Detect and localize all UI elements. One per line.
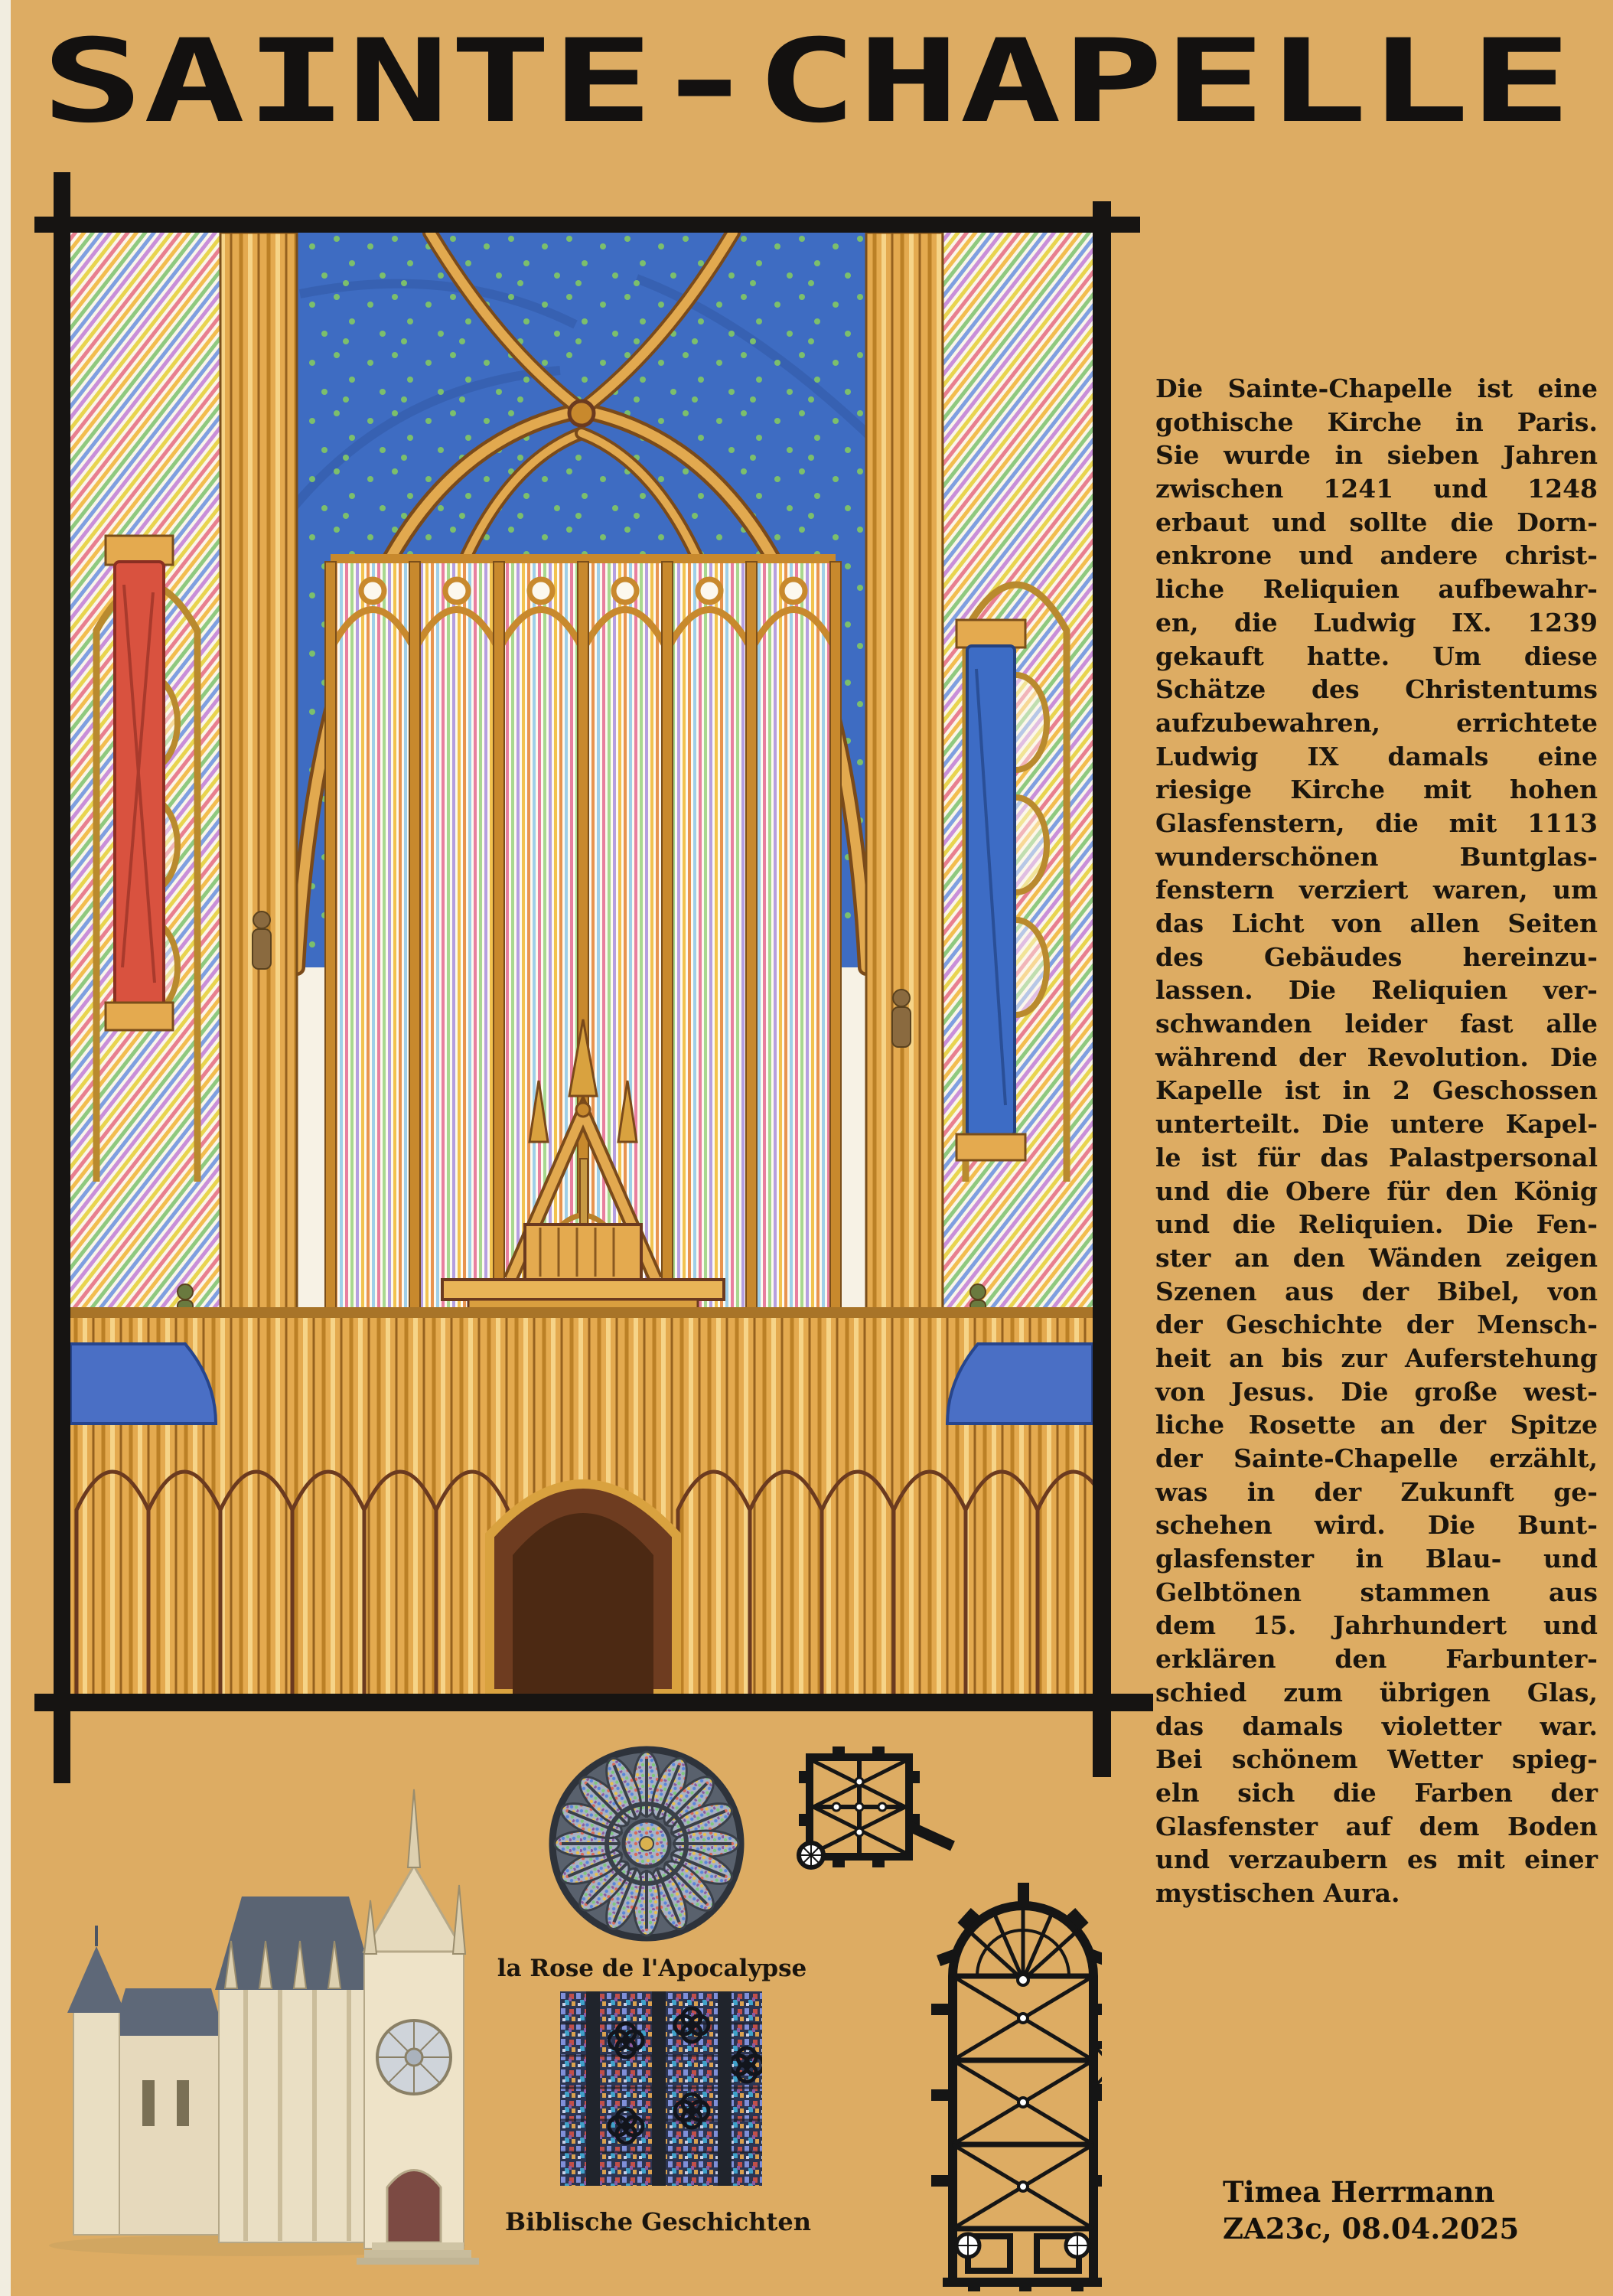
body-text-line: Ludwig IX damals eine: [1155, 741, 1598, 771]
body-text-line: gekauft hatte. Um diese: [1155, 641, 1598, 671]
poster-title: SAINTE-CHAPELLE: [41, 28, 1572, 142]
title-banner: [40, 28, 1573, 142]
body-text-line: gothische Kirche in Paris.: [1155, 406, 1598, 437]
credit-name: Timea Herrmann: [1223, 2175, 1495, 2209]
body-text-line: und die Reliquien. Die Fen-: [1155, 1209, 1598, 1240]
portal-door: [387, 2170, 441, 2243]
body-text-line: liche Reliquien aufbewahr-: [1155, 574, 1598, 605]
body-text: [1155, 372, 1598, 1910]
body-text-line: Sie wurde in sieben Jahren: [1155, 440, 1598, 471]
body-text-line: der Geschichte der Mensch-: [1155, 1309, 1598, 1340]
body-text-line: ster an den Wänden zeigen: [1155, 1242, 1598, 1273]
left-tomb: [70, 1344, 216, 1424]
body-text-line: und verzaubern es mit einer: [1155, 1844, 1598, 1875]
body-text-line: Gelbtönen stammen aus: [1155, 1577, 1598, 1607]
body-text-line: le ist für das Palastpersonal: [1155, 1142, 1598, 1172]
frame-right-line: [1093, 201, 1111, 1777]
body-text-line: fenstern verziert waren, um: [1155, 875, 1598, 905]
body-text-line: erklären den Farbunter-: [1155, 1644, 1598, 1675]
frame-bottom-line: [34, 1694, 1153, 1711]
paper-edge: [0, 0, 11, 2296]
body-text-line: des Gebäudes hereinzu-: [1155, 941, 1598, 972]
body-text-line: aufzubewahren, errichtete: [1155, 707, 1598, 738]
body-text-line: das Licht von allen Seiten: [1155, 908, 1598, 938]
credit-block: [1223, 2174, 1519, 2247]
body-text-line: lassen. Die Reliquien ver-: [1155, 975, 1598, 1006]
body-text-line: erbaut und sollte die Dorn-: [1155, 507, 1598, 537]
body-text-line: glasfenster in Blau- und: [1155, 1544, 1598, 1574]
body-text-line: Bei schönem Wetter spieg-: [1155, 1744, 1598, 1775]
frame-left-line: [54, 172, 70, 1783]
choir-screen: [70, 1307, 1093, 1694]
body-text-line: dem 15. Jahrhundert und: [1155, 1610, 1598, 1641]
body-text-line: was in der Zukunft ge-: [1155, 1476, 1598, 1507]
body-text-line: das damals violetter war.: [1155, 1711, 1598, 1741]
body-text-line: Die Sainte-Chapelle ist eine: [1155, 373, 1598, 403]
rose-window-illustration: [548, 1745, 745, 1942]
left-pier: [220, 233, 297, 1427]
body-text-line: Schätze des Christentums: [1155, 674, 1598, 705]
frame-top-line: [34, 217, 1140, 233]
body-text-line: wunderschönen Buntglas-: [1155, 841, 1598, 872]
body-text-line: eln sich die Farben der: [1155, 1777, 1598, 1808]
exterior-photo-illustration: [28, 1759, 497, 2294]
credit-class-date: ZA23c, 08.04.2025: [1223, 2212, 1520, 2245]
body-text-line: unterteilt. Die untere Kapel-: [1155, 1109, 1598, 1140]
body-text-line: Kapelle ist in 2 Geschossen: [1155, 1075, 1598, 1106]
right-pier: [866, 233, 943, 1427]
stained-glass-illustration: [560, 1991, 762, 2186]
body-text-line: liche Rosette an der Spitze: [1155, 1410, 1598, 1440]
body-text-line: schehen wird. Die Bunt-: [1155, 1510, 1598, 1541]
body-text-line: Glasfenster auf dem Boden: [1155, 1811, 1598, 1841]
body-text-line: Glasfenstern, die mit 1113: [1155, 807, 1598, 838]
caption-glass: Biblische Geschichten: [505, 2207, 811, 2236]
body-text-line: riesige Kirche mit hohen: [1155, 775, 1598, 805]
body-text-line: mystischen Aura.: [1155, 1877, 1400, 1908]
body-text-line: Szenen aus der Bibel, von: [1155, 1276, 1598, 1306]
body-text-line: während der Revolution. Die: [1155, 1042, 1598, 1072]
small-plan: [799, 1746, 953, 1867]
body-text-line: schwanden leider fast alle: [1155, 1009, 1598, 1039]
right-tomb: [947, 1344, 1093, 1424]
body-text-line: en, die Ludwig IX. 1239: [1155, 607, 1598, 638]
body-text-line: enkrone und andere christ-: [1155, 540, 1598, 571]
blue-column: [956, 620, 1025, 1160]
floor-plan-illustration: [796, 1746, 1102, 2291]
body-text-line: heit an bis zur Auferstehung: [1155, 1342, 1598, 1373]
body-text-line: und die Obere für den König: [1155, 1176, 1598, 1206]
body-text-line: zwischen 1241 und 1248: [1155, 474, 1598, 504]
interior-drawing: [70, 233, 1093, 1694]
main-plan: [931, 1883, 1102, 2291]
body-text-line: der Sainte-Chapelle erzählt,: [1155, 1443, 1598, 1473]
red-column: [106, 536, 173, 1030]
caption-rose: la Rose de l'Apocalypse: [497, 1955, 807, 1982]
body-text-line: schied zum übrigen Glas,: [1155, 1677, 1598, 1707]
body-text-line: von Jesus. Die große west-: [1155, 1376, 1598, 1407]
